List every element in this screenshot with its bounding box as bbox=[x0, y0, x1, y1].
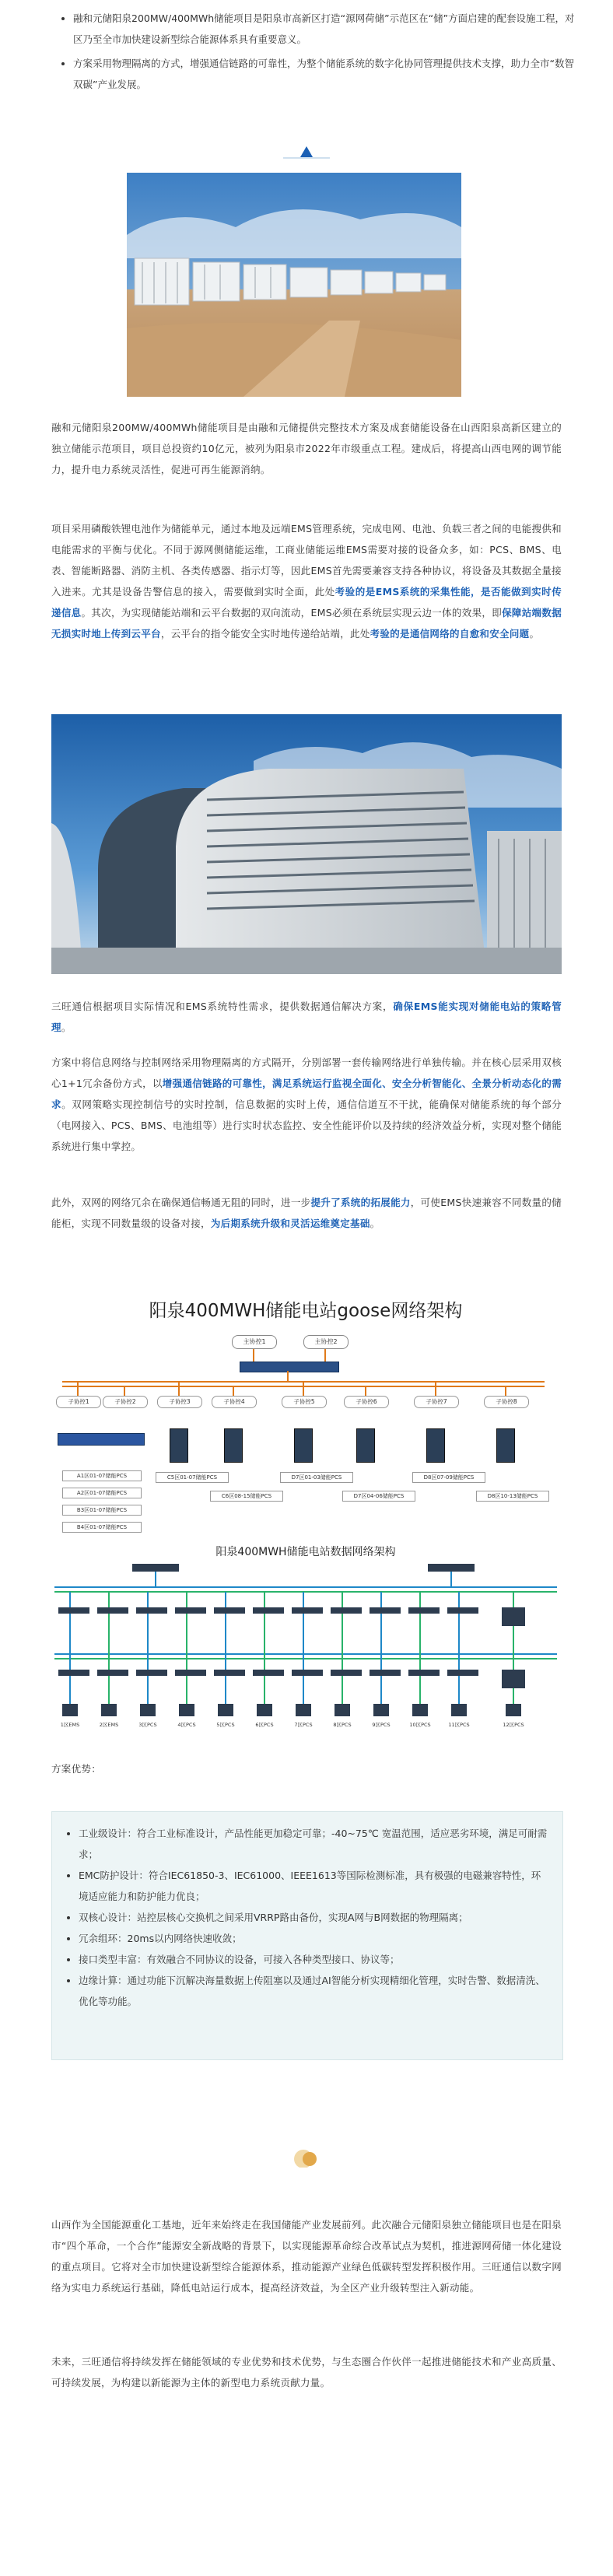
data-network-lines bbox=[47, 1561, 565, 1746]
industrial-switch-icon bbox=[224, 1428, 243, 1463]
shanxi-energy-paragraph: 山西作为全国能源重化工基地，近年来始终走在我国储能产业发展前列。此次融合元储阳泉独立储能项目也是在阳泉市“四个革命，一个合作”能源安全新战略的背景下，以实现能源革命综合改革试点为契机，推进源网荷储一体化建设的重点项目。它将对全市加快建设新型综合能源体系，推动能源产业绿色低碳转型发挥积极作用。三旺通信以数字网络为实电力系统运行基础，降低电站运行成本，提高经济效益，为全区产业升级转型注入新动能。 bbox=[51, 2219, 562, 2294]
highlight-expansion: 提升了系统的拓展能力 bbox=[310, 1197, 411, 1208]
highlight-realtime-upload: 保障站端数据无损实时地上传到云平台 bbox=[51, 607, 562, 640]
project-intro-paragraph: 融和元储阳泉200MW/400MWh储能项目是由融和元储提供完整技术方案及成套储能设备在山西阳泉高新区建立的独立储能示范项目，项目总投资约10亿元，被列为阳泉市2022年市级重点工程。建成后，将提高山西电网的调节能力，提升电力系统灵活性，促进可再生能源消纳。 bbox=[51, 422, 562, 475]
data-node-label: 1区EMS bbox=[60, 1722, 80, 1728]
text-run: 此外，双网的网络冗余在确保通信畅通无阻的同时，进一步 bbox=[51, 1197, 311, 1208]
data-node-label: 11区PCS bbox=[448, 1722, 470, 1728]
zone-label: A2区01-07储能PCS bbox=[62, 1488, 142, 1498]
text-run: 方案中将信息网络与控制网络采用物理隔离的方式隔开，分别部署一套传输网络进行单独传输。并在核心层采用双核心1+1冗余备份方式，以 bbox=[51, 1057, 562, 1089]
zone-label: B3区01-07储能PCS bbox=[62, 1505, 142, 1516]
future-outlook-paragraph: 未来，三旺通信将持续发挥在储能领域的专业优势和技术优势，与生态圈合作伙伴一起推进储能技术和产业高质量、可持续发展，为构建以新能源为主体的新型电力系统贡献力量。 bbox=[51, 2356, 562, 2388]
intro-bullet-1: • 融和元储阳泉200MW/400MWh储能项目是阳泉市高新区打造“源网荷储”示范区在“储”方面启建的配套设施工程，对区乃至全市加快建设新型综合能源体系具有重要意义。 bbox=[73, 8, 583, 50]
data-node-label: 3区PCS bbox=[138, 1722, 157, 1728]
sub-controller-6: 子协控6 bbox=[344, 1396, 389, 1408]
main-controller-2: 主协控2 bbox=[303, 1335, 349, 1349]
text-run: 三旺通信根据项目实际情况和EMS系统特性需求，提供数据通信解决方案， bbox=[51, 1001, 394, 1012]
text-run: 。 bbox=[370, 1218, 380, 1229]
industrial-switch-icon bbox=[496, 1428, 515, 1463]
zone-label: C5区01-07储能PCS bbox=[156, 1472, 229, 1483]
text-run: ，云平台的指令能安全实时地传递给站端，此处 bbox=[160, 628, 370, 640]
data-node-label: 10区PCS bbox=[409, 1722, 431, 1728]
advantage-item: • 接口类型丰富：有效融合不同协议的设备，可接入各种类型接口、协议等； bbox=[79, 1949, 548, 1970]
data-node-label: 8区PCS bbox=[333, 1722, 352, 1728]
section-divider-circle-icon bbox=[280, 2143, 335, 2175]
text-run: 。双网策略实现控制信号的实时控制，信息数据的实时上传，通信信道互不干扰，能确保对储能系统的每个部分（电网接入、PCS、BMS、电池组等）进行实时状态监控、安全性能评价以及持续的经济效益分析，实现对整个储能系统进行集中掌控。 bbox=[51, 1099, 562, 1152]
section-divider-triangle-icon bbox=[283, 145, 330, 160]
access-switch-icon bbox=[58, 1433, 145, 1446]
data-node-label: 4区PCS bbox=[177, 1722, 196, 1728]
data-node-label: 2区EMS bbox=[99, 1722, 119, 1728]
advantage-item: • 冗余组环：20ms以内网络快速收敛； bbox=[79, 1928, 548, 1949]
advantage-item: • 双核心设计：站控层核心交换机之间采用VRRP路由备份，实现A网与B网数据的物理隔离； bbox=[79, 1907, 548, 1928]
data-node-label: 12区PCS bbox=[503, 1722, 524, 1728]
industrial-switch-icon bbox=[356, 1428, 375, 1463]
highlight-reliability: 增强通信链路的可靠性，满足系统运行监视全面化、安全分析智能化、全景分析动态化的需求 bbox=[51, 1078, 562, 1110]
zone-label: D7区01-03储能PCS bbox=[280, 1472, 353, 1483]
highlight-upgrade-foundation: 为后期系统升级和灵活运维奠定基础 bbox=[210, 1218, 370, 1229]
text-run: 项目采用磷酸铁锂电池作为储能单元，通过本地及远端EMS管理系统，完成电网、电池、负载三者之间的电能搜供和电能需求的平衡与优化。不同于源网侧储能运维，工商业储能运维EMS需要对接的设备众多，如：PCS、BMS、电表、智能断路器、消防主机、各类传感器、指示灯等，因此EMS首先需要兼容支持各种协议，将设备及其数据全量接入进来。尤其是设备告警信息的接入，需要做到实时全面，此处 bbox=[51, 523, 562, 598]
zone-label: D8区10-13储能PCS bbox=[476, 1491, 549, 1502]
network-isolation-paragraph bbox=[51, 1052, 562, 1157]
sub-controller-7: 子协控7 bbox=[414, 1396, 459, 1408]
zone-label: D8区07-09储能PCS bbox=[412, 1472, 485, 1483]
zone-label: A1区01-07储能PCS bbox=[62, 1470, 142, 1481]
advantage-item: • 边缘计算：通过功能下沉解决海量数据上传阻塞以及通过AI智能分析实现精细化管理，实时告警、数据清洗、优化等功能。 bbox=[79, 1970, 548, 2012]
text-run: 。其次，为实现储能站端和云平台数据的双向流动，EMS必须在系统层实现云边一体的效果，即 bbox=[81, 607, 503, 619]
highlight-strategy-management: 确保EMS能实现对储能电站的策略管理 bbox=[51, 1001, 562, 1033]
text-run: 。 bbox=[529, 628, 540, 640]
sub-controller-1: 子协控1 bbox=[56, 1396, 101, 1408]
data-node-label: 9区PCS bbox=[372, 1722, 391, 1728]
redundancy-paragraph bbox=[51, 1192, 562, 1234]
storage-site-photo bbox=[127, 173, 461, 397]
industrial-switch-icon bbox=[426, 1428, 445, 1463]
highlight-network-security: 考验的是通信网络的自愈和安全问题 bbox=[370, 628, 530, 640]
goose-diagram-title: 阳泉400MWH储能电站goose网络架构 bbox=[149, 1301, 463, 1321]
sub-controller-5: 子协控5 bbox=[282, 1396, 327, 1408]
sub-controller-3: 子协控3 bbox=[157, 1396, 202, 1408]
industrial-switch-icon bbox=[294, 1428, 313, 1463]
zone-label: D7区04-06储能PCS bbox=[342, 1491, 415, 1502]
intro-bullet-list bbox=[51, 8, 583, 98]
advantage-item: • EMC防护设计：符合IEC61850-3、IEC61000、IEEE1613等国际检测标准，具有极强的电磁兼容特性，环境适应能力和防护能力优良； bbox=[79, 1865, 548, 1907]
zone-label: B4区01-07储能PCS bbox=[62, 1522, 142, 1533]
storage-container-photo bbox=[51, 714, 562, 974]
advantages-heading: 方案优势： bbox=[51, 1763, 102, 1775]
sub-controller-2: 子协控2 bbox=[103, 1396, 148, 1408]
industrial-switch-icon bbox=[170, 1428, 188, 1463]
advantages-list bbox=[52, 1812, 562, 2020]
advantage-item: • 工业级设计：符合工业标准设计，产品性能更加稳定可靠；-40~75℃ 宽温范围，适应恶劣环境，满足可耐需求； bbox=[79, 1823, 548, 1865]
text-run: 。 bbox=[61, 1022, 72, 1033]
highlight-ems-collection: 考验的是EMS系统的采集性能，是否能做到实时传递信息 bbox=[51, 586, 562, 619]
data-node-label: 6区PCS bbox=[255, 1722, 274, 1728]
intro-bullet-2: • 方案采用物理隔离的方式，增强通信链路的可靠性，为整个储能系统的数字化协同管理提供技术支撑，助力全市“数智双碳”产业发展。 bbox=[73, 53, 583, 95]
main-controller-1: 主协控1 bbox=[232, 1335, 277, 1349]
network-architecture-diagram bbox=[47, 1288, 565, 1746]
advantages-card bbox=[51, 1811, 563, 2060]
data-diagram-title: 阳泉400MWH储能电站数据网络架构 bbox=[215, 1546, 396, 1558]
zone-label: C6区08-15储能PCS bbox=[210, 1491, 283, 1502]
solution-intro-paragraph bbox=[51, 996, 562, 1038]
sub-controller-4: 子协控4 bbox=[212, 1396, 257, 1408]
data-node-label: 7区PCS bbox=[294, 1722, 313, 1728]
ems-requirement-paragraph bbox=[51, 518, 562, 644]
text-run: ，可使EMS快速兼容不同数量的储能柜，实现不同数量级的设备对接， bbox=[51, 1197, 562, 1229]
data-node-label: 5区PCS bbox=[216, 1722, 235, 1728]
sub-controller-8: 子协控8 bbox=[484, 1396, 529, 1408]
